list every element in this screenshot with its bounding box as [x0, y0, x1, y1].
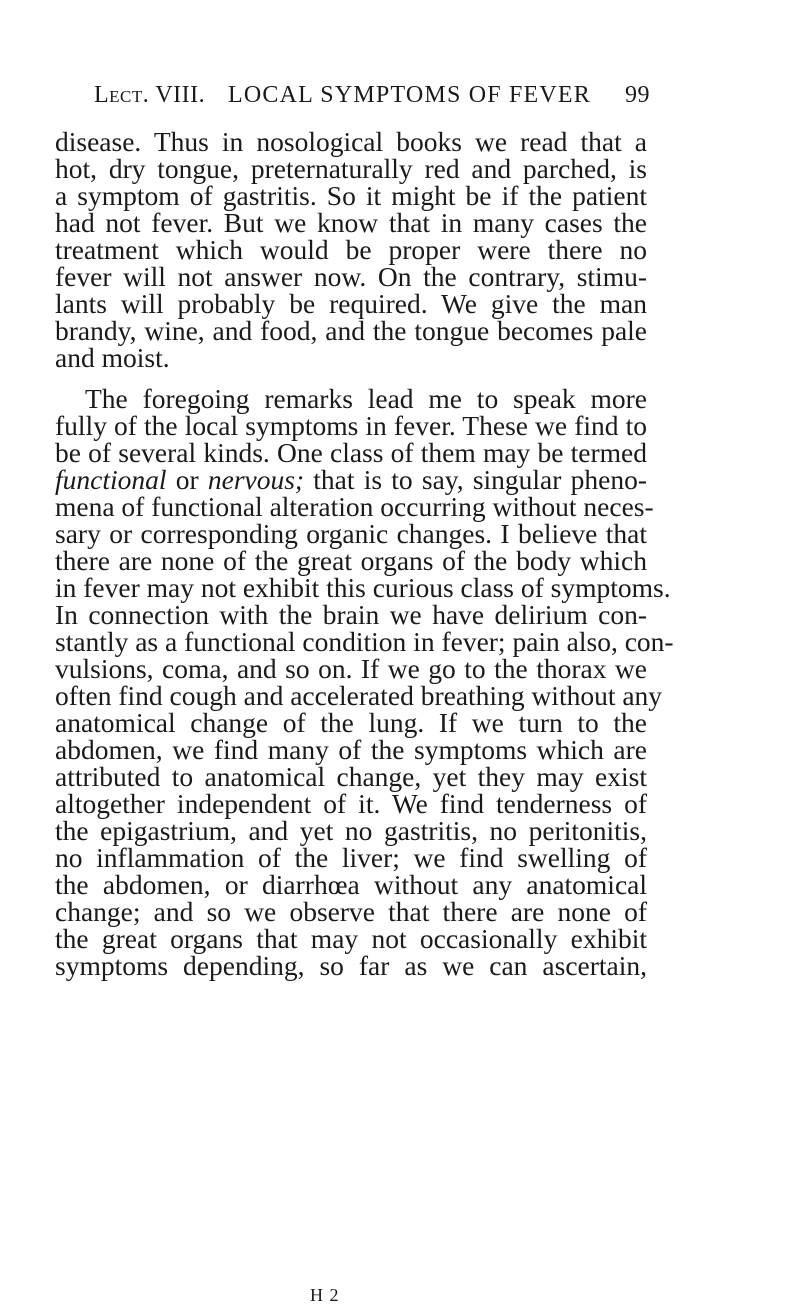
text-line: lants will probably be required. We give the man — [55, 288, 647, 319]
text-line: The foregoing remarks lead me to speak more — [85, 383, 647, 414]
text-fragment: that is to say, singular pheno- — [304, 464, 647, 495]
text-line: stantly as a functional condition in fever; pain also, con- — [55, 626, 674, 657]
page-number: 99 — [625, 82, 650, 108]
text-line: a symptom of gastritis. So it might be if the patient — [55, 180, 647, 211]
text-line: and moist. — [55, 342, 170, 373]
text-line: vulsions, coma, and so on. If we go to the thorax we — [55, 653, 647, 684]
text-line: In connection with the brain we have delirium con- — [55, 599, 647, 630]
text-line: fever will not answer now. On the contrary, stimu- — [55, 261, 647, 292]
text-line: symptoms depending, so far as we can ascertain, — [55, 950, 647, 981]
text-line: hot, dry tongue, preternaturally red and parched, is — [55, 153, 647, 184]
text-line: the great organs that may not occasionally exhibit — [55, 923, 647, 954]
text-line: attributed to anatomical change, yet they may exist — [55, 761, 647, 792]
text-line: abdomen, we find many of the symptoms which are — [55, 734, 647, 765]
text-line: brandy, wine, and food, and the tongue becomes pale — [55, 315, 647, 346]
text-line: the epigastrium, and yet no gastritis, no peritonitis, — [55, 815, 647, 846]
text-line-mixed — [55, 466, 647, 493]
chapter-title: LOCAL SYMPTOMS OF FEVER — [228, 82, 592, 108]
text-line: had not fever. But we know that in many cases the — [55, 207, 647, 238]
text-line: altogether independent of it. We find tenderness of — [55, 788, 647, 819]
italic-term: functional — [55, 464, 167, 495]
text-line: treatment which would be proper were there no — [55, 234, 647, 265]
running-head — [94, 82, 650, 118]
text-line: change; and so we observe that there are none of — [55, 896, 647, 927]
text-line: fully of the local symptoms in fever. These we find to — [55, 410, 647, 441]
text-fragment: or — [166, 464, 208, 495]
text-line: in fever may not exhibit this curious class of symptoms. — [55, 572, 671, 603]
text-line: often find cough and accelerated breathing without any — [55, 680, 663, 711]
text-line: there are none of the great organs of the body which — [55, 545, 647, 576]
lecture-number: Lect. VIII. — [94, 82, 206, 108]
signature-mark: H 2 — [310, 1285, 340, 1305]
paragraph-2 — [55, 383, 674, 981]
text-line: the abdomen, or diarrhœa without any anatomical — [55, 869, 647, 900]
text-line: no inflammation of the liver; we find swelling of — [55, 842, 647, 873]
text-line: anatomical change of the lung. If we turn to the — [55, 707, 647, 738]
text-line: disease. Thus in nosological books we read that a — [55, 126, 647, 157]
body-text — [55, 126, 674, 981]
text-line: sary or corresponding organic changes. I believe that — [55, 518, 647, 549]
text-line: mena of functional alteration occurring without neces- — [55, 491, 654, 522]
text-line: be of several kinds. One class of them may be termed — [55, 437, 647, 468]
italic-term: nervous; — [207, 464, 305, 495]
paragraph-1 — [55, 128, 647, 371]
